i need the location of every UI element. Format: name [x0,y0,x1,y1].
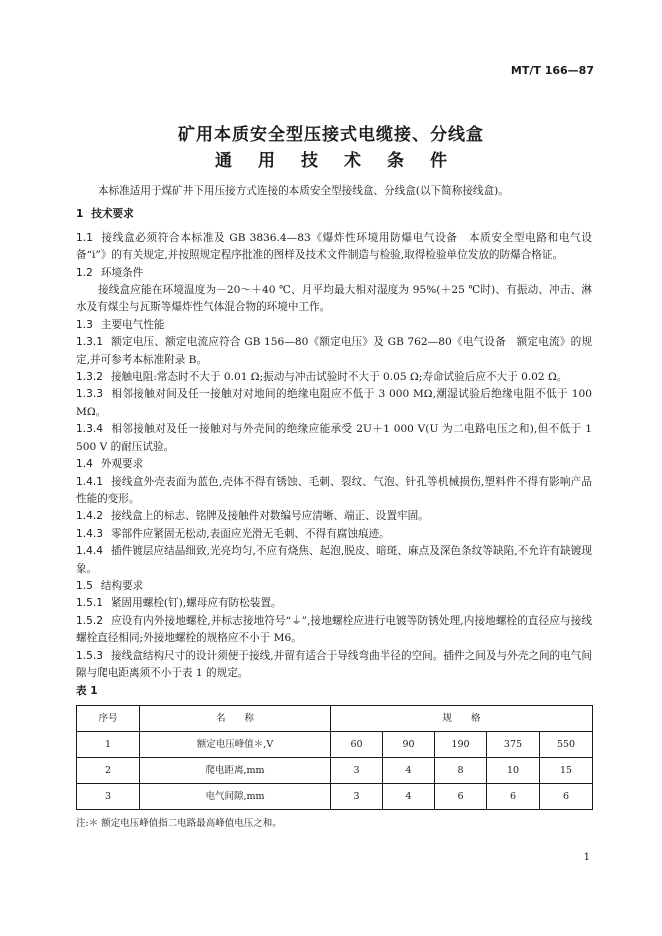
cell-value: 190 [435,731,487,757]
clause-number: 1.3 [76,318,93,331]
cell-value: 15 [540,757,593,783]
clause-1-2-text: 接线盒应能在环境温度为－20～＋40 ℃、月平均最大相对湿度为 95%(＋25 ℃时)、有振动、冲击、淋水及有煤尘与瓦斯等爆炸性气体混合物的环境中工作。 [76,284,592,314]
clause-text: 接线盒结构尺寸的设计须便于接线,并留有适合于导线弯曲半径的空间。插件之间及与外壳之间的电气间隙与爬电距离须不小于表 1 的规定。 [76,649,592,679]
cell-name: 爬电距离,mm [140,757,331,783]
section-title: 技术要求 [91,208,134,221]
clause-text: 应设有内外接地螺栓,并标志接地符号“ [110,614,292,627]
clause-text-cont: ”,接地螺栓应进行电镀等防锈处理,内接地螺栓的直径应与接线螺栓直径相同;外接地螺栓的规格应不小于 M6。 [76,614,592,645]
cell-value: 6 [487,783,540,809]
cell-value: 375 [487,731,540,757]
document-title: 矿用本质安全型压接式电缆接、分线盒 [178,125,484,145]
clause-number: 1.5.3 [76,649,103,662]
document-subtitle: 通用技术条件 [215,151,473,171]
cell-name: 额定电压峰值＊,V [140,731,331,757]
section-number: 1 [76,208,84,221]
cell-value: 60 [331,731,383,757]
clause-1-5-1 [76,595,592,612]
clause-1-4-1 [76,474,592,509]
document-body [76,183,592,832]
clause-number: 1.1 [76,231,93,244]
clause-1-1 [76,230,592,265]
clause-text: 相邻接触对及任一接触对与外壳间的绝缘应能承受 2U＋1 000 V(U 为二电路电压之和),但不低于 1 500 V 的耐压试验。 [76,423,592,453]
clause-text: 额定电压、额定电流应符合 GB 156—80《额定电压》及 GB 762—80《电气设备 额定电流》的规定,并可参考本标准附录 B。 [76,336,592,366]
clause-text: 接线盒外壳表面为蓝色,壳体不得有锈蚀、毛刺、裂纹、气泡、针孔等机械损伤,塑料件不得有影响产品性能的变形。 [76,475,592,505]
clause-1-4-3 [76,526,592,543]
cell-no: 3 [77,783,140,809]
ground-symbol-icon: ⏚ [291,614,302,627]
clause-text: 紧固用螺栓(钉),螺母应有防松装置。 [110,597,282,610]
table-row [77,783,593,809]
page-number: 1 [583,852,590,863]
clause-number: 1.5.1 [76,597,103,610]
clause-1-4-4 [76,543,592,578]
clause-text: 接触电阻:常态时不大于 0.01 Ω;振动与冲击试验时不大于 0.05 Ω;寿命试验后应不大于 0.02 Ω。 [110,371,568,384]
table-note: 注:＊ 额定电压峰值指二电路最高峰值电压之和。 [76,817,282,829]
clause-1-4-2 [76,508,592,525]
spec-table [76,705,593,810]
cell-value: 550 [540,731,593,757]
table-caption: 表 1 [76,685,98,698]
clause-text: 接线盒上的标志、铭牌及接触件对数编号应清晰、端正、设置牢固。 [110,510,429,523]
cell-value: 4 [383,783,435,809]
header-spec: 规 格 [331,705,593,731]
clause-text: 插件镀层应结晶细致,光亮均匀,不应有烧焦、起泡,脱皮、暗斑、麻点及深色条纹等缺陷,不允许有缺镀现象。 [76,545,592,575]
cell-value: 10 [487,757,540,783]
cell-value: 3 [331,757,383,783]
clause-1-3-2 [76,369,592,386]
cell-no: 2 [77,757,140,783]
cell-value: 90 [383,731,435,757]
cell-no: 1 [77,731,140,757]
clause-title: 主要电气性能 [100,318,165,331]
clause-title: 外观要求 [100,458,144,471]
clause-number: 1.3.2 [76,371,103,384]
cell-value: 6 [540,783,593,809]
cell-value: 4 [383,757,435,783]
clause-title: 结构要求 [100,579,144,592]
clause-title: 环境条件 [100,266,144,279]
header-name: 名 称 [140,705,331,731]
table-row [77,731,593,757]
header-no: 序号 [77,705,140,731]
clause-number: 1.4 [76,458,93,471]
standard-code: MT/T 166—87 [510,64,594,77]
cell-value: 6 [435,783,487,809]
cell-value: 3 [331,783,383,809]
clause-1-3-4 [76,421,592,456]
clause-number: 1.3.4 [76,423,103,436]
clause-1-3-3 [76,386,592,421]
clause-text: 相邻接触对间及任一接触对对地间的绝缘电阻应不低于 3 000 MΩ,潮湿试验后绝缘电阻不低于 100 MΩ。 [76,388,592,418]
clause-number: 1.4.2 [76,510,103,523]
clause-number: 1.2 [76,266,93,279]
clause-1-2-heading [76,265,592,282]
clause-1-5-2 [76,613,592,648]
clause-number: 1.5.2 [76,614,103,627]
clause-text: 零部件应紧固无松动,表面应光滑无毛刺、不得有腐蚀痕迹。 [110,527,390,540]
intro-paragraph: 本标准适用于煤矿井下用压接方式连接的本质安全型接线盒、分线盒(以下简称接线盒)。 [98,185,509,197]
cell-value: 8 [435,757,487,783]
clause-number: 1.5 [76,579,93,592]
clause-number: 1.4.1 [76,475,103,488]
clause-number: 1.4.4 [76,545,103,558]
clause-number: 1.4.3 [76,527,103,540]
clause-number: 1.3.1 [76,336,103,349]
cell-name: 电气间隙,mm [140,783,331,809]
clause-number: 1.3.3 [76,388,103,401]
clause-1-5-3 [76,648,592,683]
table-row [77,757,593,783]
clause-1-3-1 [76,334,592,369]
section-heading-1 [76,206,592,223]
clause-1-4-heading [76,456,592,473]
table-header-row [77,705,593,731]
clause-1-3-heading [76,317,592,334]
clause-text: 接线盒必须符合本标准及 GB 3836.4—83《爆炸性环境用防爆电气设备 本质安全型电路和电气设备“i”》的有关规定,并按照规定程序批准的图样及技术文件制造与检验,取得检验单位发放的防爆合格证。 [76,231,592,262]
clause-1-5-heading [76,578,592,595]
